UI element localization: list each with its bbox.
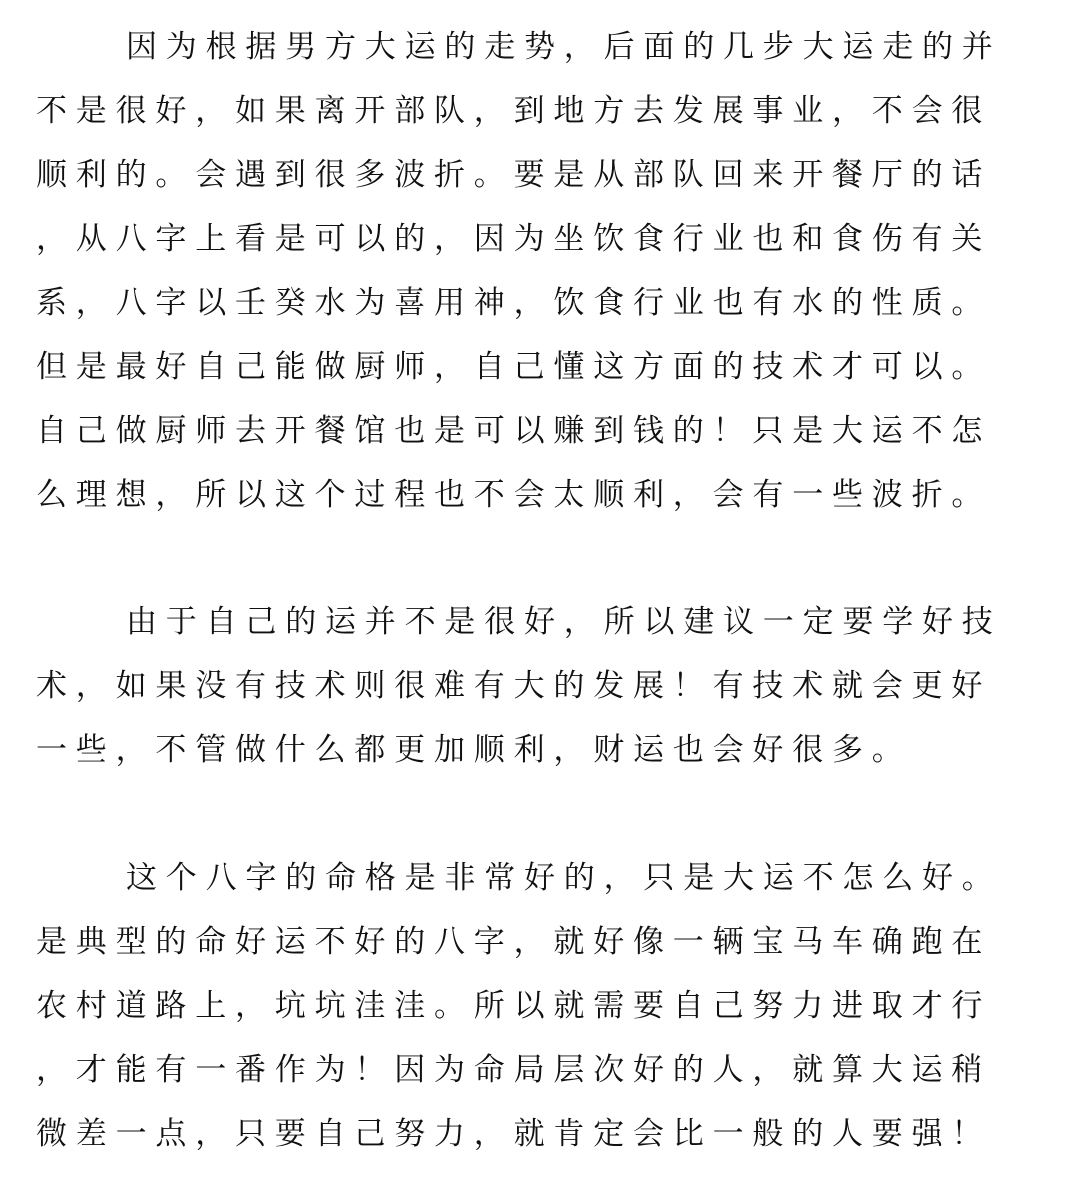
- text-line: 术，如果没有技术则很难有大的发展！有技术就会更好: [36, 668, 992, 704]
- text-line: 顺利的。会遇到很多波折。要是从部队回来开餐厅的话: [36, 157, 992, 193]
- text-line: 不是很好，如果离开部队，到地方去发展事业，不会很: [36, 93, 992, 129]
- text-line: 这个八字的命格是非常好的，只是大运不怎么好。: [126, 860, 1002, 896]
- text-line: 由于自己的运并不是很好，所以建议一定要学好技: [126, 604, 1002, 640]
- text-line: 么理想，所以这个过程也不会太顺利，会有一些波折。: [36, 477, 992, 513]
- text-line: 一些，不管做什么都更加顺利，财运也会好很多。: [36, 732, 912, 768]
- text-line: ，才能有一番作为！因为命局层次好的人，就算大运稍: [36, 1052, 992, 1088]
- paragraph-2: [36, 590, 1046, 782]
- paragraph-3: [36, 846, 1046, 1166]
- text-line: 系，八字以壬癸水为喜用神，饮食行业也有水的性质。: [36, 285, 992, 321]
- text-line: 但是最好自己能做厨师，自己懂这方面的技术才可以。: [36, 349, 992, 385]
- text-line: 是典型的命好运不好的八字，就好像一辆宝马车确跑在: [36, 924, 992, 960]
- text-line: 微差一点，只要自己努力，就肯定会比一般的人要强！: [36, 1116, 992, 1152]
- text-line: 因为根据男方大运的走势，后面的几步大运走的并: [126, 29, 1002, 65]
- text-line: 自己做厨师去开餐馆也是可以赚到钱的！只是大运不怎: [36, 413, 992, 449]
- text-line: ，从八字上看是可以的，因为坐饮食行业也和食伤有关: [36, 221, 992, 257]
- text-line: 农村道路上，坑坑洼洼。所以就需要自己努力进取才行: [36, 988, 992, 1024]
- paragraph-1: [36, 15, 1046, 527]
